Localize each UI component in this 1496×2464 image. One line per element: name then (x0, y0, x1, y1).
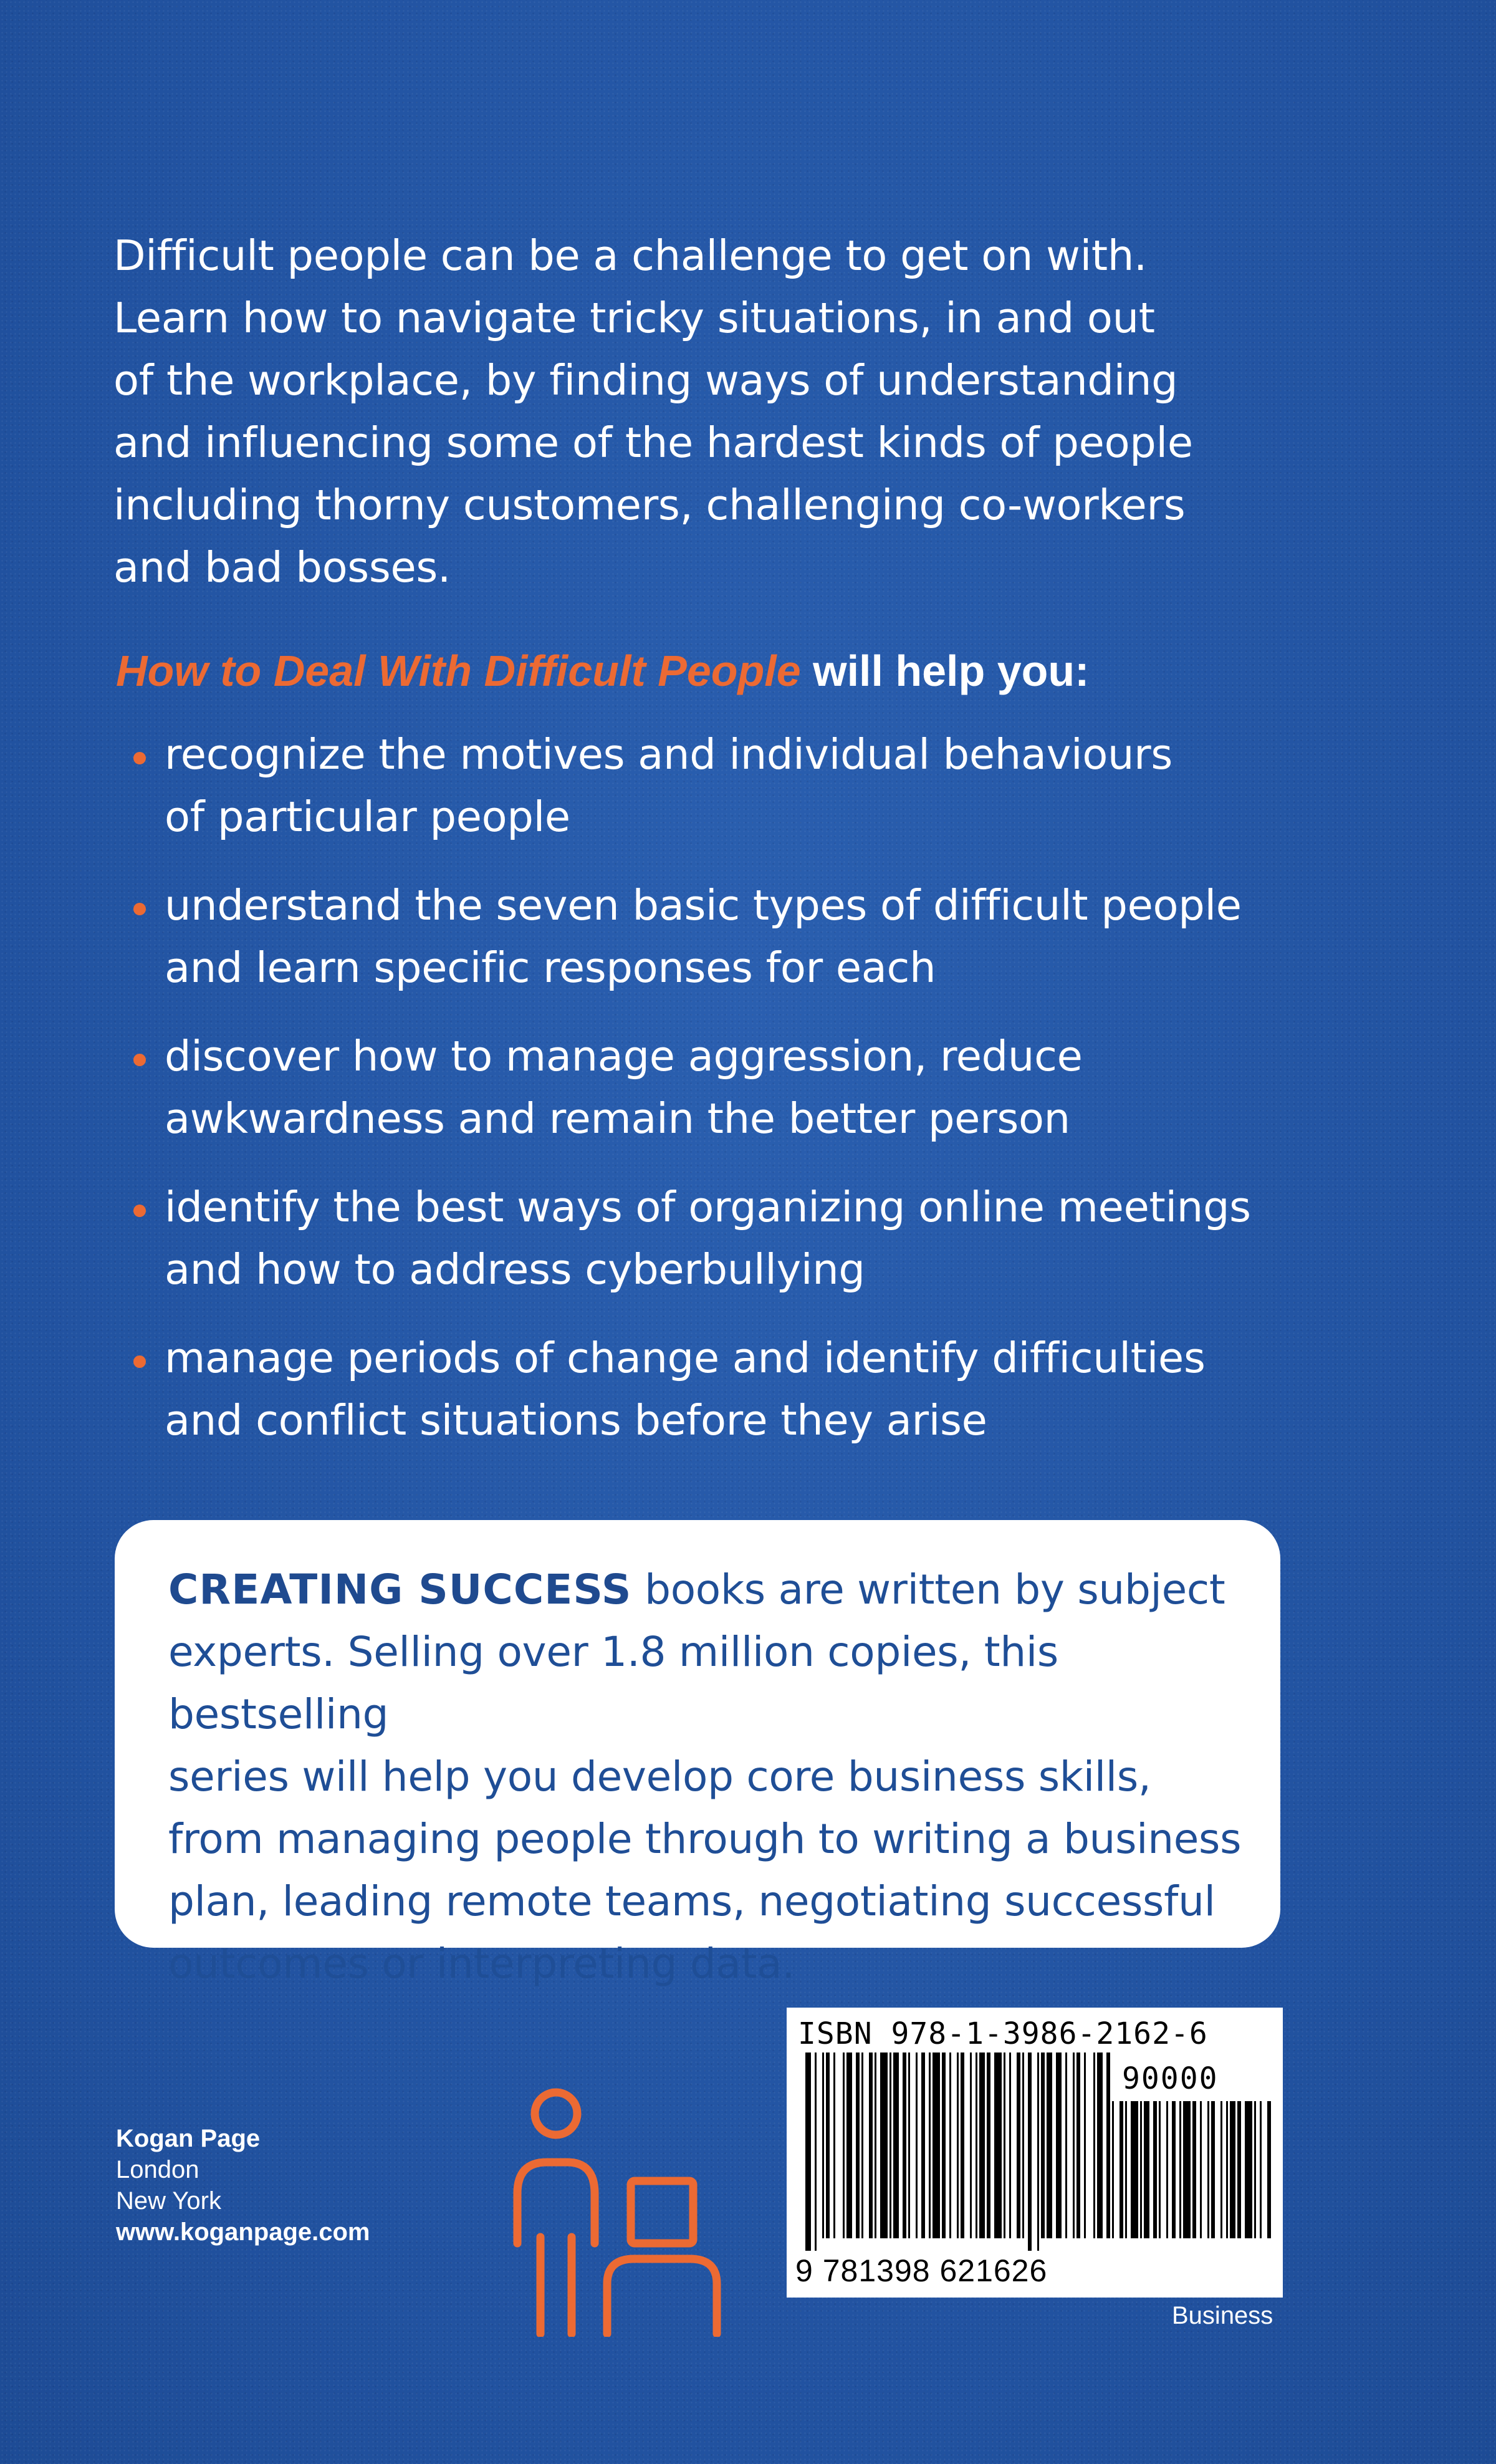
bullet-dot-icon (133, 1205, 146, 1217)
series-description (168, 1559, 1247, 1995)
barcode-bar (1230, 2101, 1235, 2238)
barcode-bar (933, 2053, 940, 2238)
series-info-box (115, 1520, 1280, 1988)
ean-digits (795, 2252, 1132, 2289)
barcode-bar (843, 2053, 845, 2238)
list-item-line: identify the best ways of organizing online meetings (165, 1183, 1251, 1231)
barcode-bar (1009, 2053, 1011, 2238)
series-line: series will help you develop core business skills, (168, 1753, 1151, 1801)
barcode-bar (903, 2053, 906, 2238)
barcode-bar (1017, 2053, 1020, 2238)
barcode-bar (846, 2053, 852, 2238)
list-item-line: and conflict situations before they arise (165, 1396, 987, 1445)
barcode-bar (1093, 2053, 1095, 2238)
list-item-line: recognize the motives and individual behaviours (165, 730, 1173, 779)
barcode-bar (1106, 2053, 1110, 2238)
benefits-list (133, 723, 1380, 1478)
intro-line: including thorny customers, challenging co-workers (113, 481, 1186, 529)
barcode-bar (815, 2053, 817, 2251)
barcode-bar (1073, 2053, 1075, 2238)
barcode-bar (1084, 2053, 1086, 2238)
barcode-bar (869, 2053, 873, 2238)
barcode-bar (1022, 2053, 1024, 2238)
barcode-bar (1153, 2101, 1157, 2238)
list-item (133, 1025, 1380, 1150)
series-line: experts. Selling over 1.8 million copies, this bestselling (168, 1628, 1058, 1738)
intro-line: Difficult people can be a challenge to get on with. (113, 231, 1148, 280)
barcode-bar (1120, 2101, 1123, 2238)
barcode-bar (805, 2053, 811, 2251)
list-item-line: of particular people (165, 792, 570, 841)
barcode-bar (942, 2053, 946, 2238)
barcode-bar (880, 2053, 888, 2238)
barcode-bar (1144, 2101, 1149, 2238)
barcode-bar (1200, 2101, 1202, 2238)
list-item-line: and how to address cyberbullying (165, 1245, 865, 1294)
barcode-bar (1179, 2101, 1181, 2238)
isbn-text: ISBN 978-1-3986-2162-6 (798, 2016, 1208, 2051)
barcode-bar (1125, 2101, 1127, 2238)
barcode-bar (1140, 2101, 1142, 2238)
series-line: from managing people through to writing a business (168, 1815, 1242, 1863)
intro-line: and influencing some of the hardest kinds of people (113, 418, 1193, 467)
intro-line: of the workplace, by finding ways of understanding (113, 356, 1178, 405)
barcode-bar (889, 2053, 891, 2238)
barcode-bar (856, 2053, 860, 2238)
barcode-bar (1183, 2101, 1191, 2238)
barcode-bar (1159, 2101, 1161, 2238)
barcode-bar (833, 2053, 835, 2238)
barcode-bar (921, 2053, 925, 2238)
series-name: CREATING SUCCESS (168, 1566, 632, 1614)
barcode-bar (893, 2053, 899, 2238)
category-label: Business (1172, 2302, 1273, 2329)
series-line: books are written by subject (631, 1566, 1225, 1614)
barcode-bar (949, 2053, 951, 2238)
barcode-bar (1112, 2101, 1114, 2238)
barcode-bar (1260, 2101, 1262, 2238)
bullet-dot-icon (133, 1054, 146, 1066)
barcode-bar (1254, 2101, 1256, 2238)
barcode-bar (1211, 2101, 1215, 2238)
price-code: 90000 (1122, 2061, 1219, 2096)
barcode-bar (861, 2053, 863, 2238)
barcode-bar (1037, 2053, 1039, 2251)
list-item-line: understand the seven basic types of difficult people (165, 881, 1242, 930)
barcode-bar (1131, 2101, 1138, 2238)
barcode-bar (1237, 2101, 1241, 2238)
barcode-bar (1166, 2101, 1168, 2238)
publisher-website: www.koganpage.com (116, 2218, 370, 2246)
ean-first-digit: 9 (795, 2253, 813, 2288)
barcode-bar (916, 2053, 918, 2238)
intro-line: Learn how to navigate tricky situations, in and out (113, 294, 1155, 342)
list-item-line: and learn specific responses for each (165, 943, 936, 992)
list-item (133, 723, 1380, 848)
barcode-bar (1220, 2101, 1222, 2238)
barcode-bar (957, 2053, 959, 2238)
barcode-bar (979, 2053, 985, 2238)
intro-line: and bad bosses. (113, 543, 451, 592)
barcode-bar (1226, 2101, 1228, 2238)
barcode-bar (1065, 2053, 1067, 2238)
publisher-info (116, 2123, 370, 2248)
barcode-bar (1028, 2053, 1032, 2251)
barcode-bar (875, 2053, 876, 2238)
barcode-bar (976, 2053, 977, 2238)
bullet-dot-icon (133, 1355, 146, 1368)
barcode-bar (1207, 2101, 1209, 2238)
barcode-bar (1004, 2053, 1005, 2238)
barcode-bar (1047, 2053, 1052, 2238)
list-item (133, 1176, 1380, 1301)
bullet-dot-icon (133, 903, 146, 915)
series-line: plan, leading remote teams, negotiating successful (168, 1877, 1216, 1925)
will-help-text: will help you: (800, 647, 1090, 695)
list-item (133, 874, 1380, 999)
list-item (133, 1327, 1380, 1451)
book-title: How to Deal With Difficult People (116, 647, 801, 695)
barcode-bar (822, 2053, 824, 2238)
bullet-dot-icon (133, 752, 146, 764)
list-item-line: discover how to manage aggression, reduce (165, 1032, 1083, 1080)
publisher-name: Kogan Page (116, 2125, 261, 2152)
barcode-bar (1041, 2053, 1045, 2238)
series-line: outcomes or interpreting data. (168, 1940, 795, 1988)
barcode-bar (1076, 2053, 1080, 2238)
list-item-line: manage periods of change and identify difficulties (165, 1334, 1206, 1382)
publisher-city: London (116, 2156, 199, 2183)
barcode-bar (1245, 2101, 1252, 2238)
barcode-bar (987, 2053, 990, 2238)
barcode-bar (929, 2053, 931, 2238)
barcode-bar (1097, 2053, 1103, 2238)
ean-rest-digits: 781398 621626 (822, 2253, 1048, 2288)
barcode-bar (1267, 2101, 1271, 2238)
will-help-heading (116, 640, 1394, 703)
barcode-bar (908, 2053, 910, 2238)
barcode-bar (994, 2053, 1002, 2238)
list-item-line: awkwardness and remain the better person (165, 1094, 1070, 1143)
barcode-bar (970, 2053, 972, 2238)
publisher-city: New York (116, 2187, 221, 2215)
barcode-bar (826, 2053, 830, 2238)
barcode-bar (1192, 2101, 1196, 2238)
barcode-bar (1172, 2101, 1176, 2238)
intro-paragraph (113, 224, 1360, 599)
barcode-block (787, 2008, 1283, 2298)
people-icon (512, 2087, 724, 2337)
barcode-bar (961, 2053, 964, 2238)
barcode-bar (1056, 2053, 1062, 2238)
